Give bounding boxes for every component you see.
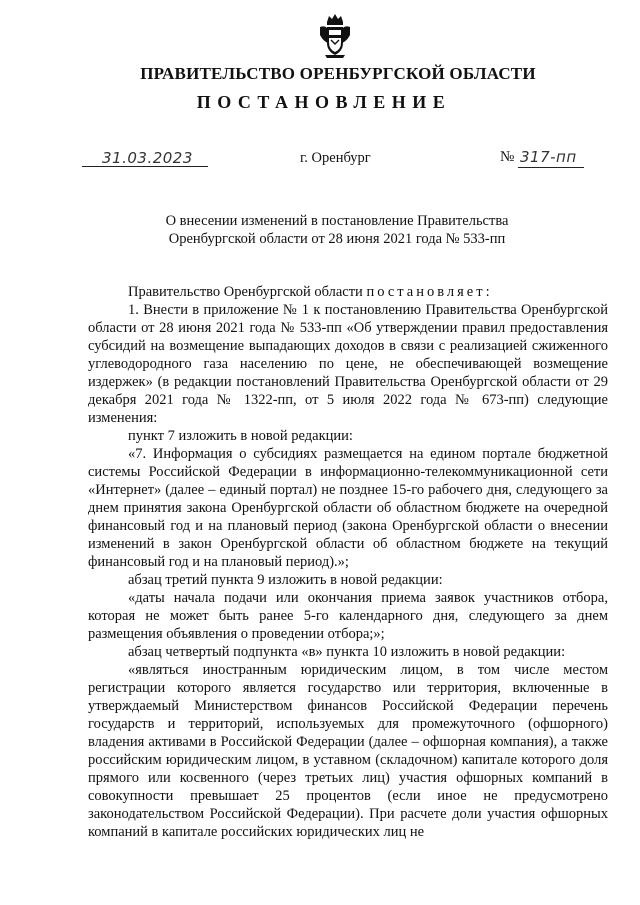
subject-line-1: О внесении изменений в постановление Правительства (165, 213, 509, 229)
date-underline (82, 166, 208, 167)
document-body (88, 283, 608, 841)
subject-line-2: Оренбургской области от 28 июня 2021 года № 533-пп (168, 231, 506, 247)
document-type-title: ПОСТАНОВЛЕНИЕ (196, 92, 452, 112)
government-title: ПРАВИТЕЛЬСТВО ОРЕНБУРГСКОЙ ОБЛАСТИ (140, 64, 536, 83)
document-number: 317-пп (520, 148, 577, 166)
document-city: г. Оренбург (300, 150, 371, 166)
document-subject (120, 212, 554, 248)
intro-suffix: : (485, 284, 490, 300)
document-date: 31.03.2023 (102, 149, 193, 167)
paragraph-6: абзац четвертый подпункта «в» пункта 10 изложить в новой редакции: (128, 644, 566, 660)
orenburg-coat-of-arms-icon (317, 13, 353, 59)
paragraph-5: «даты начала подачи или окончания приема заявок участников отбора, которая не может быть ранее 5-го календарного дня, следующего за днем размещения объявления о проведении отбора;»; (88, 590, 608, 642)
number-underline (518, 167, 584, 168)
document-number-field (500, 148, 584, 168)
intro-prefix: Правительство Оренбургской области (128, 284, 367, 300)
paragraph-3: «7. Информация о субсидиях размещается на едином портале бюджетной системы Российской Федерации в информационно-телекоммуникационной сети «Интернет» (далее – единый портал) не позднее 15-го рабочего дня, следующего за днем принятия закона Оренбургской области об областном бюджете на очередной финансовый год и на плановый период (закона Оренбургской области о внесении изменений в закон Оренбургской области об областном бюджете на текущий финансовый год и на плановый период).»; (88, 446, 608, 570)
paragraph-7: «являться иностранным юридическим лицом, в том числе местом регистрации которого является государство или территория, включенные в утверждаемый Министерством финансов Российской Федерации перечень государств и территорий, используемых для промежуточного (офшорного) владения активами в Российской Федерации (далее – офшорная компания), а также российским юридическим лицом, в уставном (складочном) капитале которого доля прямого или косвенного (через третьих лиц) участия офшорных компаний в совокупности превышает 25 процентов (если иное не предусмотрено законодательством Российской Федерации). При расчете доли участия офшорных компаний в капитале российских юридических лиц не (88, 662, 608, 840)
intro-paragraph (88, 283, 608, 301)
paragraph-4: абзац третий пункта 9 изложить в новой редакции: (128, 572, 443, 588)
paragraph-1: 1. Внести в приложение № 1 к постановлению Правительства Оренбургской области от 28 июня 2021 года № 533-пп «Об утверждении правил предоставления субсидий на возмещение выпадающих доходов в связи с реализацией сжиженного углеводородного газа населению по цене, не обеспечивающей возмещение издержек» (в редакции постановлений Правительства Оренбургской области от 29 декабря 2021 года № 1322-пп, от 5 июля 2022 года № 673-пп) следующие изменения: (88, 302, 608, 426)
intro-decree-word: постановляет (366, 284, 486, 300)
paragraph-2: пункт 7 изложить в новой редакции: (128, 428, 353, 444)
number-sign: № (500, 149, 515, 165)
document-date-field (82, 149, 208, 167)
